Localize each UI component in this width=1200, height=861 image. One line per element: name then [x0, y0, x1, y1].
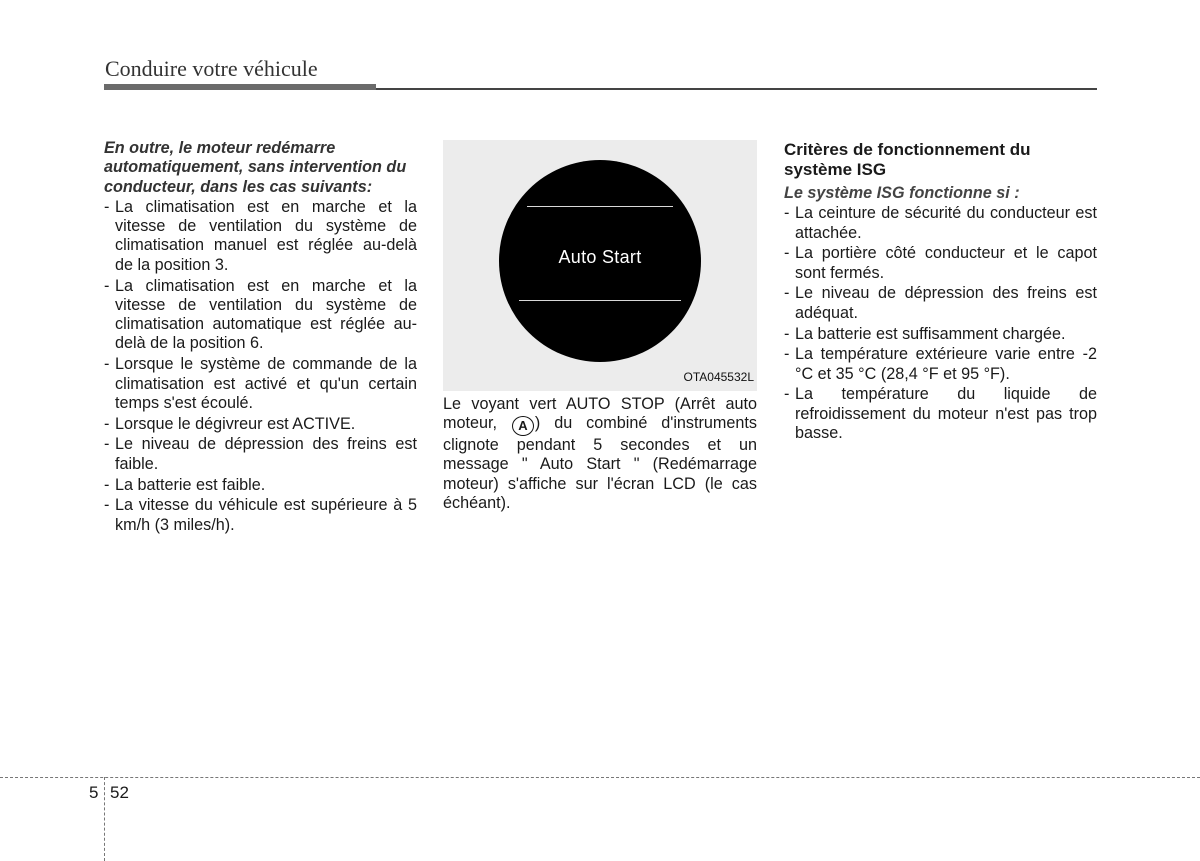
footer-vertical-divider: [104, 777, 105, 861]
left-column: [104, 139, 417, 536]
isg-criteria-list: [784, 204, 1097, 443]
right-column: [784, 140, 1097, 445]
list-item: - La température du liquide de refroidissement du moteur n'est pas trop basse.: [784, 385, 1097, 443]
display-divider-top: [527, 206, 673, 207]
cluster-display-figure: [443, 140, 757, 391]
restart-conditions-intro: En outre, le moteur redémarre automatiquement, sans intervention du conducteur, dans les cas suivants:: [104, 139, 407, 196]
chapter-number: 5: [89, 783, 99, 802]
figure-code: OTA045532L: [683, 369, 754, 384]
isg-criteria-heading: Critères de fonctionnement du système ISG: [784, 140, 1031, 179]
figure-caption: [443, 395, 757, 513]
section-title: Conduire votre véhicule: [105, 56, 318, 81]
list-item: - La climatisation est en marche et la vitesse de ventilation du système de climatisation manuel est réglée au-delà de la position 3.: [104, 198, 417, 275]
header-rule-thick: [104, 84, 376, 90]
isg-criteria-subheading: Le système ISG fonctionne si :: [784, 184, 1020, 202]
list-item: - Le niveau de dépression des freins est faible.: [104, 435, 417, 474]
caption-text-2: ) du combiné d'instruments clignote pendant 5 secondes et un message " Auto Start " (Redémarrage moteur) s'affiche sur l'écran LCD (le cas échéant).: [443, 414, 757, 512]
list-item: - La portière côté conducteur et le capot sont fermés.: [784, 244, 1097, 283]
middle-column: [443, 140, 757, 529]
list-item: - La climatisation est en marche et la vitesse de ventilation du système de climatisation automatique est réglée au-delà de la position 6.: [104, 277, 417, 354]
restart-conditions-list: [104, 198, 417, 535]
list-item: - Le niveau de dépression des freins est adéquat.: [784, 284, 1097, 323]
list-item: - La batterie est faible.: [104, 476, 417, 495]
list-item: - La vitesse du véhicule est supérieure à 5 km/h (3 miles/h).: [104, 496, 417, 535]
list-item: - Lorsque le dégivreur est ACTIVE.: [104, 415, 417, 434]
caption-text-1: Le voyant vert AUTO STOP (Arrêt auto moteur,: [443, 395, 757, 433]
list-item: - La ceinture de sécurité du conducteur est attachée.: [784, 204, 1097, 243]
auto-stop-indicator-icon: A: [512, 416, 534, 436]
lcd-display: [499, 160, 701, 362]
header-rule-thin: [376, 88, 1097, 90]
footer-divider: [0, 777, 1200, 778]
display-message: Auto Start: [558, 247, 642, 267]
list-item: - La batterie est suffisamment chargée.: [784, 325, 1097, 344]
list-item: - Lorsque le système de commande de la climatisation est activé et qu'un certain temps s'est écoulé.: [104, 355, 417, 413]
display-divider-bottom: [519, 300, 681, 301]
list-item: - La température extérieure varie entre -2 °C et 35 °C (28,4 °F et 95 °F).: [784, 345, 1097, 384]
page-number: 52: [110, 783, 129, 802]
